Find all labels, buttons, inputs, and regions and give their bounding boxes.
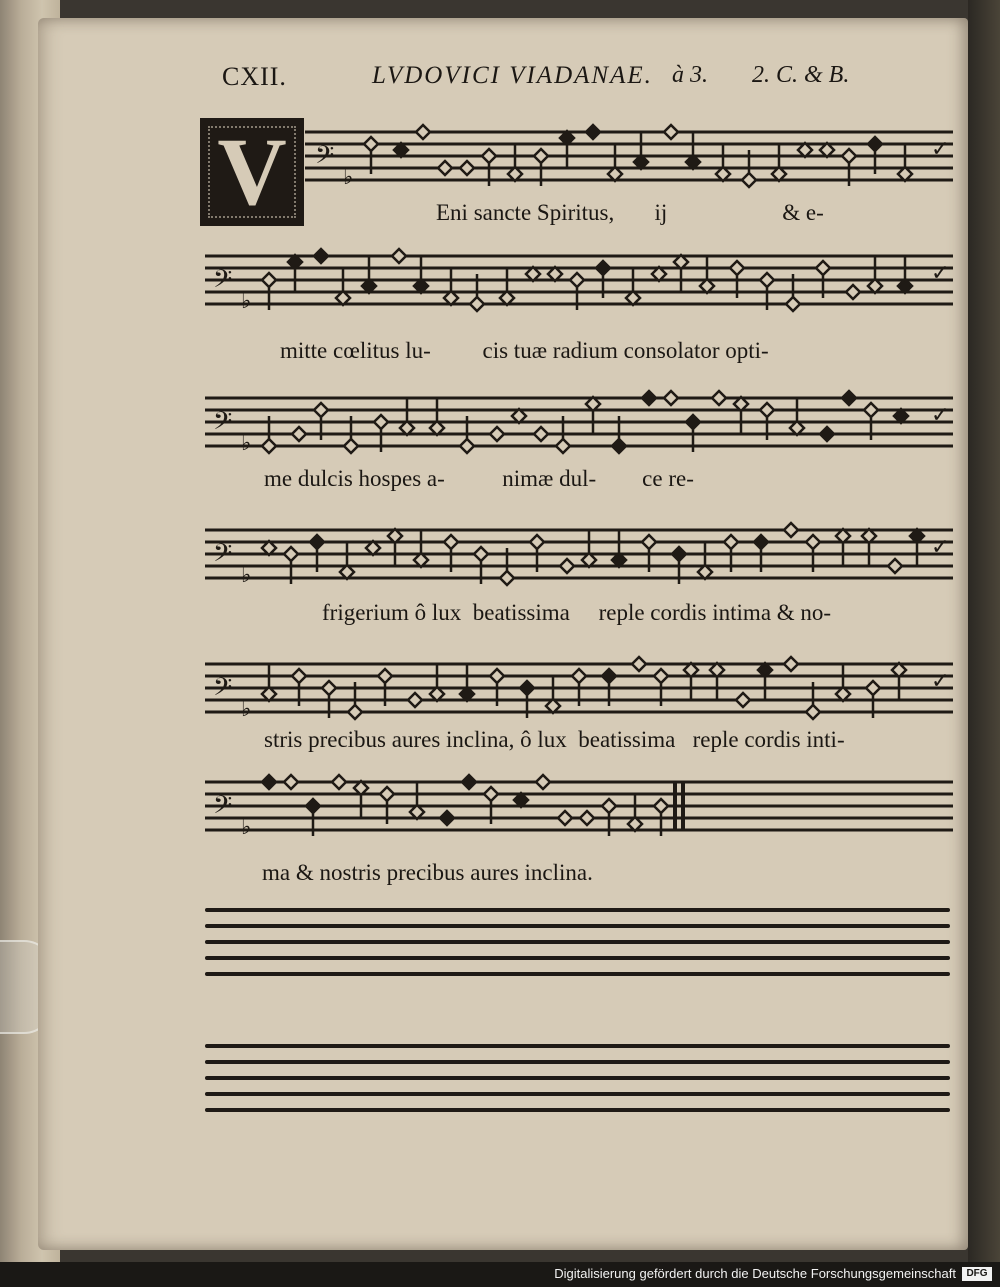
scan-background-strip <box>968 0 1000 1287</box>
note-head <box>602 669 616 683</box>
note-head <box>460 161 474 175</box>
bass-clef-icon: 𝄢 <box>213 407 233 442</box>
music-system-2 <box>205 252 953 314</box>
note <box>400 398 414 435</box>
note <box>784 523 798 537</box>
note-head <box>462 775 476 789</box>
note-head <box>284 775 298 789</box>
note-head <box>602 799 616 813</box>
composer-title: LVDOVICI VIADANAE. <box>372 62 653 89</box>
note <box>642 391 656 405</box>
page-header <box>0 0 1000 110</box>
staff-line <box>205 1092 950 1096</box>
flat-icon: ♭ <box>343 165 354 190</box>
note <box>508 144 522 181</box>
music-system-1 <box>305 128 953 188</box>
note-head <box>530 535 544 549</box>
note <box>698 542 712 579</box>
lyric-line-3: me dulcis hospes a- nimæ dul- ce re- <box>264 466 694 491</box>
note-head <box>786 297 800 311</box>
note <box>686 132 700 169</box>
staff-line <box>205 1060 950 1064</box>
note <box>712 391 726 405</box>
staff-line <box>205 1108 950 1112</box>
note-head <box>806 535 820 549</box>
note-head <box>864 403 878 417</box>
note <box>292 427 306 441</box>
note-head <box>816 261 830 275</box>
note-head <box>654 799 668 813</box>
note <box>674 255 688 292</box>
note-head <box>560 559 574 573</box>
music-system-4 <box>205 526 953 588</box>
note-head <box>474 547 488 561</box>
note-head <box>784 657 798 671</box>
note <box>500 268 514 305</box>
note-head <box>586 125 600 139</box>
note-head <box>712 391 726 405</box>
note <box>362 256 376 293</box>
note <box>626 268 640 305</box>
note <box>836 529 850 566</box>
note-head <box>364 137 378 151</box>
note <box>842 391 856 405</box>
note-head <box>596 261 610 275</box>
funding-credit: Digitalisierung gefördert durch die Deutsche Forschungsgemeinschaft <box>554 1266 956 1281</box>
staff-line <box>205 1044 950 1048</box>
note <box>846 285 860 299</box>
note <box>608 144 622 181</box>
note <box>438 161 452 175</box>
note <box>460 664 474 701</box>
note <box>262 664 276 701</box>
note-head <box>724 535 738 549</box>
note <box>580 811 594 825</box>
note-head <box>534 149 548 163</box>
note-head <box>760 403 774 417</box>
note <box>288 255 302 292</box>
note <box>416 125 430 139</box>
note <box>414 256 428 293</box>
part-designation: 2. C. & B. <box>752 62 850 88</box>
note <box>820 427 834 441</box>
staff-line <box>205 956 950 960</box>
initial-letter: V <box>217 118 287 225</box>
note-head <box>482 149 496 163</box>
note-head <box>490 669 504 683</box>
note <box>430 398 444 435</box>
note-head <box>444 535 458 549</box>
note-head <box>460 439 474 453</box>
note <box>560 559 574 573</box>
note-head <box>888 559 902 573</box>
note <box>354 781 368 818</box>
note <box>546 676 560 713</box>
custos-icon: ✓ <box>931 261 950 286</box>
voice-count: à 3. <box>672 62 708 88</box>
note-head <box>500 571 514 585</box>
note <box>898 256 912 293</box>
note-head <box>806 705 820 719</box>
note-head <box>484 787 498 801</box>
bass-clef-icon: 𝄢 <box>315 141 335 176</box>
note <box>700 256 714 293</box>
page-number: CXII. <box>222 62 287 91</box>
note <box>772 144 786 181</box>
note <box>664 391 678 405</box>
lyric-line-6: ma & nostris precibus aures inclina. <box>262 860 593 885</box>
note-head <box>784 523 798 537</box>
note <box>758 663 772 700</box>
note <box>490 427 504 441</box>
note-head <box>292 427 306 441</box>
staff-6 <box>205 778 953 840</box>
music-system-6 <box>205 778 953 840</box>
note-head <box>314 403 328 417</box>
note-head <box>866 681 880 695</box>
note <box>892 663 906 700</box>
staff-line <box>205 908 950 912</box>
note <box>898 144 912 181</box>
lyric-line-1: Eni sancte Spiritus, ij & e- <box>436 200 824 225</box>
note <box>582 530 596 567</box>
note <box>460 161 474 175</box>
note <box>634 132 648 169</box>
note-head <box>534 427 548 441</box>
note-head <box>332 775 346 789</box>
note <box>314 249 328 263</box>
note <box>628 794 642 831</box>
bass-clef-icon: 𝄢 <box>213 791 233 826</box>
note-head <box>686 415 700 429</box>
note-head <box>664 125 678 139</box>
note <box>336 268 350 305</box>
note-head <box>392 249 406 263</box>
note <box>612 530 626 567</box>
note-head <box>642 391 656 405</box>
note-head <box>374 415 388 429</box>
lyric-line-4: frigerium ô lux beatissima reple cordis intima & no- <box>322 600 832 625</box>
note <box>340 542 354 579</box>
flat-icon: ♭ <box>241 563 252 588</box>
note-head <box>314 249 328 263</box>
note <box>710 663 724 700</box>
note-head <box>322 681 336 695</box>
note-head <box>490 427 504 441</box>
note <box>784 657 798 671</box>
note-head <box>612 439 626 453</box>
note-head <box>580 811 594 825</box>
note-head <box>380 787 394 801</box>
note <box>392 249 406 263</box>
note-head <box>736 693 750 707</box>
note <box>684 663 698 700</box>
note-head <box>842 149 856 163</box>
staff-2 <box>205 252 953 314</box>
note <box>664 125 678 139</box>
staff-5 <box>205 660 953 722</box>
note <box>410 782 424 819</box>
note <box>862 529 876 566</box>
note-head <box>262 273 276 287</box>
note <box>462 775 476 789</box>
bass-clef-icon: 𝄢 <box>213 265 233 300</box>
note-head <box>262 439 276 453</box>
lyric-line-2: mitte cœlitus lu- cis tuæ radium consolator opti- <box>280 338 769 363</box>
note-head <box>438 161 452 175</box>
note-head <box>558 811 572 825</box>
dfg-logo: DFG <box>962 1267 992 1281</box>
staff-line <box>205 1076 950 1080</box>
note-head <box>440 811 454 825</box>
note-head <box>408 693 422 707</box>
note <box>888 559 902 573</box>
bass-clef-icon: 𝄢 <box>213 539 233 574</box>
note <box>408 693 422 707</box>
note-head <box>642 535 656 549</box>
note-head <box>760 273 774 287</box>
note-head <box>470 297 484 311</box>
note-head <box>868 137 882 151</box>
note <box>262 775 276 789</box>
note-head <box>344 439 358 453</box>
note-head <box>306 799 320 813</box>
flat-icon: ♭ <box>241 289 252 314</box>
note <box>414 530 428 567</box>
custos-icon: ✓ <box>931 403 950 428</box>
empty-staff-2 <box>205 1044 950 1114</box>
flat-icon: ♭ <box>241 431 252 456</box>
music-system-5 <box>205 660 953 722</box>
note <box>440 811 454 825</box>
staff-line <box>205 924 950 928</box>
staff-line <box>205 940 950 944</box>
custos-icon: ✓ <box>931 669 950 694</box>
note <box>558 811 572 825</box>
note-head <box>348 705 362 719</box>
note-head <box>416 125 430 139</box>
note <box>736 693 750 707</box>
note <box>868 256 882 293</box>
note <box>388 529 402 566</box>
note-head <box>284 547 298 561</box>
note-head <box>846 285 860 299</box>
note <box>284 775 298 789</box>
staff-4 <box>205 526 953 588</box>
decorated-initial <box>200 118 304 226</box>
bass-clef-icon: 𝄢 <box>213 673 233 708</box>
music-system-3 <box>205 394 953 456</box>
note-head <box>262 775 276 789</box>
note <box>734 397 748 434</box>
note-head <box>754 535 768 549</box>
note-head <box>310 535 324 549</box>
note-head <box>520 681 534 695</box>
note-head <box>292 669 306 683</box>
custos-icon: ✓ <box>931 535 950 560</box>
note-head <box>742 173 756 187</box>
staff-line <box>205 972 950 976</box>
note <box>790 398 804 435</box>
note-head <box>664 391 678 405</box>
note <box>586 397 600 434</box>
note <box>444 268 458 305</box>
note-head <box>556 439 570 453</box>
note-head <box>378 669 392 683</box>
empty-staff-1 <box>205 908 950 978</box>
flat-icon: ♭ <box>241 697 252 722</box>
staff-3 <box>205 394 953 456</box>
note <box>632 657 646 671</box>
note <box>536 775 550 789</box>
digitization-footer <box>0 1262 1000 1287</box>
note-head <box>842 391 856 405</box>
note-head <box>570 273 584 287</box>
note <box>430 664 444 701</box>
note-head <box>572 669 586 683</box>
note <box>716 144 730 181</box>
lyric-line-5: stris precibus aures inclina, ô lux beatissima reple cordis inti- <box>264 727 845 752</box>
note-head <box>730 261 744 275</box>
custos-icon: ✓ <box>931 137 950 162</box>
note <box>910 529 924 566</box>
note-head <box>654 669 668 683</box>
note-head <box>672 547 686 561</box>
note-head <box>632 657 646 671</box>
flat-icon: ♭ <box>241 815 252 840</box>
note <box>560 131 574 168</box>
note <box>586 125 600 139</box>
note <box>836 664 850 701</box>
staff-1 <box>305 128 953 188</box>
note-head <box>820 427 834 441</box>
note <box>534 427 548 441</box>
note <box>332 775 346 789</box>
note-head <box>536 775 550 789</box>
